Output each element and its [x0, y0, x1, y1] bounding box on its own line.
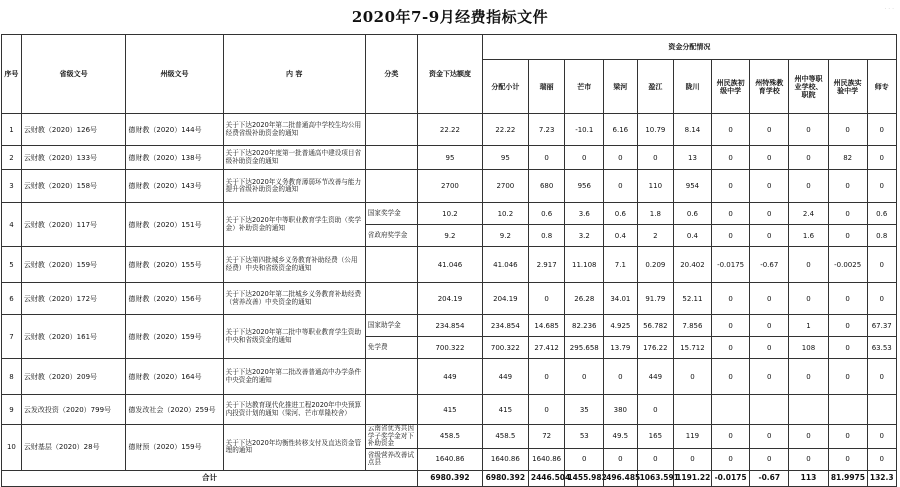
cell-value: 0 [750, 315, 789, 337]
cell-value: 34.01 [604, 283, 637, 315]
cell-value: 0 [674, 359, 712, 395]
cell-prov: 云财教（2020）117号 [21, 203, 126, 247]
cell-value: 680 [528, 170, 565, 203]
cell-value: 0 [867, 170, 897, 203]
cell-value: 3.2 [565, 225, 604, 247]
cell-value: 56.782 [637, 315, 674, 337]
table-row [2, 170, 897, 203]
cell-value: 8.14 [674, 114, 712, 146]
cell-prov: 云发改投资（2020）799号 [21, 395, 126, 425]
total-value: 132.3 [867, 470, 897, 486]
cell-category [365, 170, 417, 203]
cell-value: 0 [750, 146, 789, 170]
cell-value: 0 [711, 170, 750, 203]
cell-category: 省政府奖学金 [365, 225, 417, 247]
subheader-5: 陇川 [674, 60, 712, 114]
cell-city: 德财教（2020）156号 [126, 283, 223, 315]
cell-value: 0 [828, 114, 867, 146]
cell-value: 27.412 [528, 337, 565, 359]
cell-value: 0 [750, 283, 789, 315]
subheader-3: 梁河 [604, 60, 637, 114]
cell-value: 0 [828, 225, 867, 247]
cell-seq: 2 [2, 146, 22, 170]
cell-value: 0 [867, 247, 897, 283]
cell-city: 德财教（2020）143号 [126, 170, 223, 203]
cell-value [674, 395, 712, 425]
cell-value: 0 [789, 170, 829, 203]
cell-value: 22.22 [482, 114, 528, 146]
cell-value: 91.79 [637, 283, 674, 315]
cell-value [750, 395, 789, 425]
cell-category: 国家奖学金 [365, 203, 417, 225]
cell-seq: 9 [2, 395, 22, 425]
table-row [2, 425, 897, 449]
cell-prov: 云财教（2020）159号 [21, 247, 126, 283]
cell-value: 0 [789, 283, 829, 315]
header-prov-doc: 省级文号 [21, 35, 126, 114]
cell-value: 0 [637, 395, 674, 425]
cell-value: 0 [750, 337, 789, 359]
cell-value: 11.108 [565, 247, 604, 283]
total-value: 1191.22 [674, 470, 712, 486]
cell-value: 0.209 [637, 247, 674, 283]
cell-value: 449 [418, 359, 483, 395]
cell-city: 德财教（2020）144号 [126, 114, 223, 146]
cell-value [867, 395, 897, 425]
cell-value: 1640.86 [528, 448, 565, 470]
cell-city: 德财教（2020）151号 [126, 203, 223, 247]
table-row [2, 203, 897, 225]
cell-value: 165 [637, 425, 674, 449]
cell-city: 德财教（2020）159号 [126, 315, 223, 359]
cell-value: 0 [828, 315, 867, 337]
cell-value: 0.6 [528, 203, 565, 225]
total-value: -0.67 [750, 470, 789, 486]
total-value: 6980.392 [482, 470, 528, 486]
cell-value: 10.79 [637, 114, 674, 146]
cell-value: 956 [565, 170, 604, 203]
cell-value: 9.2 [482, 225, 528, 247]
cell-value: 0 [604, 359, 637, 395]
subheader-7: 州特殊教育学校 [750, 60, 789, 114]
cell-value: 0 [828, 425, 867, 449]
cell-value: 0.4 [674, 225, 712, 247]
cell-value: 0 [711, 146, 750, 170]
cell-value: 0 [789, 247, 829, 283]
total-value: 1063.591 [637, 470, 674, 486]
cell-value: 0 [828, 203, 867, 225]
cell-seq: 7 [2, 315, 22, 359]
total-value: 496.485 [604, 470, 637, 486]
cell-prov: 云财教（2020）172号 [21, 283, 126, 315]
header-seq: 序号 [2, 35, 22, 114]
header-distribution: 资金分配情况 [482, 35, 896, 60]
cell-value: 35 [565, 395, 604, 425]
cell-content: 关于下达2020年第二批改善普通高中办学条件中央资金的通知 [223, 359, 365, 395]
cell-value: 0 [867, 146, 897, 170]
cell-seq: 4 [2, 203, 22, 247]
cell-value [789, 395, 829, 425]
subheader-6: 州民族初级中学 [711, 60, 750, 114]
cell-value: 0.6 [604, 203, 637, 225]
cell-value: 0 [828, 337, 867, 359]
cell-value: 0 [828, 359, 867, 395]
total-value: 1455.982 [565, 470, 604, 486]
total-value: -0.0175 [711, 470, 750, 486]
cell-value: 449 [637, 359, 674, 395]
total-value: 2446.504 [528, 470, 565, 486]
cell-value: 176.22 [637, 337, 674, 359]
cell-value: 0 [750, 225, 789, 247]
cell-value: 0 [867, 114, 897, 146]
cell-value: 0 [711, 425, 750, 449]
cell-value: 0 [604, 170, 637, 203]
cell-prov: 云财教（2020）209号 [21, 359, 126, 395]
cell-value: 0 [637, 146, 674, 170]
cell-value: 0 [637, 448, 674, 470]
cell-value: 0 [750, 448, 789, 470]
cell-content: 关于下达教育现代化推进工程2020年中央预算内投资计划的通知（梁河、芒市草隆校舍） [223, 395, 365, 425]
cell-value: 0 [750, 114, 789, 146]
header-category: 分类 [365, 35, 417, 114]
subheader-2: 芒市 [565, 60, 604, 114]
cell-value: 0 [750, 170, 789, 203]
subheader-0: 分配小计 [482, 60, 528, 114]
cell-value: 1640.86 [482, 448, 528, 470]
cell-category [365, 283, 417, 315]
cell-value: 26.28 [565, 283, 604, 315]
cell-value: 1.8 [637, 203, 674, 225]
cell-value: -0.0025 [828, 247, 867, 283]
cell-value: 954 [674, 170, 712, 203]
cell-content: 关于下达第四批城乡义务教育补助经费（公用经费）中央和省级资金的通知 [223, 247, 365, 283]
cell-value: 234.854 [482, 315, 528, 337]
cell-value: 0 [750, 359, 789, 395]
cell-value: 0 [867, 425, 897, 449]
cell-value: 234.854 [418, 315, 483, 337]
cell-value: -0.0175 [711, 247, 750, 283]
table-row [2, 283, 897, 315]
header-city-doc: 州级文号 [126, 35, 223, 114]
cell-city: 德发改社会（2020）259号 [126, 395, 223, 425]
cell-value: 10.2 [418, 203, 483, 225]
cell-value: 7.1 [604, 247, 637, 283]
cell-category: 免学费 [365, 337, 417, 359]
cell-value: 2 [637, 225, 674, 247]
cell-seq: 3 [2, 170, 22, 203]
subheader-8: 州中等职业学校、职院 [789, 60, 829, 114]
cell-prov: 云财教（2020）126号 [21, 114, 126, 146]
cell-value: 0 [867, 283, 897, 315]
cell-value: 119 [674, 425, 712, 449]
cell-prov: 云财教（2020）158号 [21, 170, 126, 203]
cell-value: 53 [565, 425, 604, 449]
cell-value: 1 [789, 315, 829, 337]
cell-value: 82 [828, 146, 867, 170]
cell-value: 1.6 [789, 225, 829, 247]
cell-value: 0 [828, 170, 867, 203]
cell-value: 108 [789, 337, 829, 359]
cell-value: 72 [528, 425, 565, 449]
watermark: · · · [884, 6, 894, 13]
cell-value: 700.322 [482, 337, 528, 359]
cell-value: 9.2 [418, 225, 483, 247]
cell-value: 0 [674, 448, 712, 470]
cell-value: 458.5 [482, 425, 528, 449]
cell-value: 20.402 [674, 247, 712, 283]
cell-value: 0 [711, 283, 750, 315]
subheader-9: 州民族实验中学 [828, 60, 867, 114]
cell-value: 13 [674, 146, 712, 170]
total-value: 113 [789, 470, 829, 486]
cell-category [365, 395, 417, 425]
cell-value: 0 [711, 448, 750, 470]
cell-value: -0.67 [750, 247, 789, 283]
cell-value: 0 [789, 114, 829, 146]
cell-value [828, 395, 867, 425]
total-row [2, 470, 897, 486]
cell-value: 700.322 [418, 337, 483, 359]
cell-content: 关于下达2020年第二批普通高中学校生均公用经费省级补助资金的通知 [223, 114, 365, 146]
cell-value: 1640.86 [418, 448, 483, 470]
cell-city: 德财教（2020）138号 [126, 146, 223, 170]
cell-value: 0 [604, 448, 637, 470]
cell-content: 关于下达2020年第二批城乡义务教育补助经费（营养改善）中央资金的通知 [223, 283, 365, 315]
cell-value: 295.658 [565, 337, 604, 359]
cell-content: 关于下达2020年第二批中等职业教育学生资助中央和省级资金的通知 [223, 315, 365, 359]
table-row [2, 114, 897, 146]
subheader-1: 瑞丽 [528, 60, 565, 114]
cell-category: 国家助学金 [365, 315, 417, 337]
cell-prov: 云财基层（2020）28号 [21, 425, 126, 471]
cell-seq: 10 [2, 425, 22, 471]
cell-value: 0 [711, 359, 750, 395]
cell-value: 0 [867, 448, 897, 470]
cell-value: 0 [750, 203, 789, 225]
cell-value: 0.6 [867, 203, 897, 225]
table-row [2, 247, 897, 283]
cell-value: 415 [418, 395, 483, 425]
cell-value: 0 [711, 114, 750, 146]
cell-category: 省级营养改善试点县 [365, 448, 417, 470]
cell-value: -10.1 [565, 114, 604, 146]
cell-value: 0 [528, 146, 565, 170]
table-row [2, 146, 897, 170]
cell-value: 204.19 [482, 283, 528, 315]
cell-value: 380 [604, 395, 637, 425]
cell-value: 0 [604, 146, 637, 170]
cell-value: 7.856 [674, 315, 712, 337]
cell-value: 0.8 [867, 225, 897, 247]
cell-category: 云南省优秀共因学子奖学金对下补助资金 [365, 425, 417, 449]
cell-city: 德财预（2020）159号 [126, 425, 223, 471]
cell-value: 2.4 [789, 203, 829, 225]
cell-value: 0 [565, 359, 604, 395]
header-amount: 资金下达额度 [418, 35, 483, 114]
total-value: 81.9975 [828, 470, 867, 486]
cell-value: 0 [565, 448, 604, 470]
total-label: 合计 [2, 470, 418, 486]
cell-seq: 8 [2, 359, 22, 395]
cell-category [365, 146, 417, 170]
table-row [2, 359, 897, 395]
cell-value: 0 [828, 283, 867, 315]
cell-seq: 5 [2, 247, 22, 283]
cell-value: 0 [711, 225, 750, 247]
page-title: 2020年7-9月经费指标文件 [351, 8, 549, 26]
cell-value: 14.685 [528, 315, 565, 337]
cell-value: 0.4 [604, 225, 637, 247]
cell-seq: 1 [2, 114, 22, 146]
cell-content: 关于下达2020年中等职业教育学生资助（奖学金）补助资金的通知 [223, 203, 365, 247]
cell-prov: 云财教（2020）133号 [21, 146, 126, 170]
cell-value: 49.5 [604, 425, 637, 449]
cell-value: 449 [482, 359, 528, 395]
cell-city: 德财教（2020）164号 [126, 359, 223, 395]
cell-value: 4.925 [604, 315, 637, 337]
funding-table [1, 34, 897, 487]
cell-value: 2700 [418, 170, 483, 203]
cell-category [365, 359, 417, 395]
cell-value: 0 [828, 448, 867, 470]
cell-value: 0 [528, 359, 565, 395]
cell-value: 0 [867, 359, 897, 395]
cell-value: 13.79 [604, 337, 637, 359]
cell-value: 22.22 [418, 114, 483, 146]
cell-value: 2.917 [528, 247, 565, 283]
cell-value: 63.53 [867, 337, 897, 359]
cell-value: 0 [789, 425, 829, 449]
cell-category [365, 247, 417, 283]
cell-value: 95 [482, 146, 528, 170]
cell-value [711, 395, 750, 425]
cell-value: 0 [528, 283, 565, 315]
table-row [2, 395, 897, 425]
cell-prov: 云财教（2020）161号 [21, 315, 126, 359]
cell-value: 41.046 [418, 247, 483, 283]
cell-value: 6.16 [604, 114, 637, 146]
total-value: 6980.392 [418, 470, 483, 486]
cell-value: 0.8 [528, 225, 565, 247]
cell-value: 41.046 [482, 247, 528, 283]
cell-value: 0.6 [674, 203, 712, 225]
cell-value: 0 [528, 395, 565, 425]
cell-value: 10.2 [482, 203, 528, 225]
cell-value: 3.6 [565, 203, 604, 225]
cell-value: 2700 [482, 170, 528, 203]
subheader-4: 盈江 [637, 60, 674, 114]
cell-value: 458.5 [418, 425, 483, 449]
cell-value: 110 [637, 170, 674, 203]
cell-value: 15.712 [674, 337, 712, 359]
cell-value: 67.37 [867, 315, 897, 337]
cell-value: 7.23 [528, 114, 565, 146]
cell-value: 52.11 [674, 283, 712, 315]
cell-value: 0 [711, 315, 750, 337]
cell-value: 0 [789, 146, 829, 170]
cell-value: 0 [789, 359, 829, 395]
cell-value: 0 [711, 203, 750, 225]
cell-category [365, 114, 417, 146]
cell-value: 0 [789, 448, 829, 470]
header-content: 内 容 [223, 35, 365, 114]
subheader-10: 师专 [867, 60, 897, 114]
cell-value: 415 [482, 395, 528, 425]
cell-value: 204.19 [418, 283, 483, 315]
cell-value: 0 [565, 146, 604, 170]
cell-city: 德财教（2020）155号 [126, 247, 223, 283]
cell-content: 关于下达2020年义务教育薄弱环节改善与能力提升省级补助资金的通知 [223, 170, 365, 203]
cell-value: 0 [711, 337, 750, 359]
cell-content: 关于下达2020年均衡性转移支付及直达资金管理的通知 [223, 425, 365, 471]
cell-value: 95 [418, 146, 483, 170]
cell-content: 关于下达2020年度第一批普通高中建设项目省级补助资金的通知 [223, 146, 365, 170]
table-row [2, 315, 897, 337]
cell-value: 82.236 [565, 315, 604, 337]
cell-value: 0 [750, 425, 789, 449]
cell-seq: 6 [2, 283, 22, 315]
